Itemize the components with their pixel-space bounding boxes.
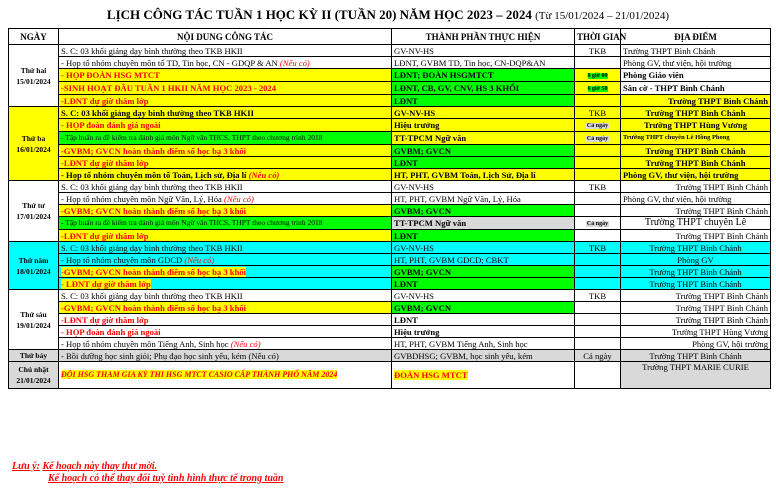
table-row	[9, 266, 771, 278]
row-note: (Nếu có)	[230, 338, 261, 349]
row-content: ĐỘI HSG THAM GIA KỲ THI HSG MTCT CASIO CẤP THÀNH PHỐ NĂM 2024	[59, 362, 392, 389]
schedule-table	[8, 28, 771, 389]
table-row	[9, 157, 771, 169]
row-content: -GVBM; GVCN hoàn thành điểm số học bạ 3 khối	[59, 266, 392, 278]
row-participants: HT, PHT, GVBM Ngữ Văn, Lý, Hóa	[392, 193, 575, 205]
row-time	[575, 266, 621, 278]
table-row	[9, 57, 771, 69]
row-place: Trường THPT Bình Chánh	[621, 95, 771, 107]
row-time	[575, 338, 621, 350]
table-row	[9, 278, 771, 290]
table-row	[9, 205, 771, 217]
row-time: Cả ngày	[575, 132, 621, 145]
table-row	[9, 145, 771, 157]
day-label: Chủ nhật 21/01/2024	[9, 362, 59, 389]
note-label: Lưu ý:	[12, 461, 40, 472]
row-participants: LĐNT	[392, 95, 575, 107]
row-time	[575, 314, 621, 326]
row-note: (Nếu có)	[184, 254, 215, 265]
row-content: S. C: 03 khối giảng dạy bình thường theo TKB HKII	[59, 242, 392, 254]
row-participants: GVBM; GVCN	[392, 266, 575, 278]
table-row	[9, 254, 771, 266]
row-time: Cả ngày	[575, 119, 621, 132]
row-content: - HỌP đoàn đánh giá ngoài	[59, 119, 392, 132]
row-participants: TT-TPCM Ngữ văn	[392, 217, 575, 230]
row-place: Trường THPT Bình Chánh	[621, 181, 771, 193]
row-content: - Họp tổ nhóm chuyên môn Ngữ Văn, Lý, Hóa (Nếu có)	[59, 193, 392, 205]
note-line-1: Kế hoạch này thay thư mời.	[42, 461, 158, 472]
table-row	[9, 69, 771, 82]
row-participants: TT-TPCM Ngữ văn	[392, 132, 575, 145]
row-place: Trường THPT Bình Chánh	[621, 242, 771, 254]
table-row	[9, 45, 771, 57]
row-participants: GVBM; GVCN	[392, 145, 575, 157]
row-content: -LĐNT dự giờ thăm lớp	[59, 230, 392, 242]
row-content: S. C: 03 khối giảng dạy bình thường theo TKB HKII	[59, 107, 392, 119]
row-time	[575, 95, 621, 107]
row-content: - HỌP ĐOÀN HSG MTCT	[59, 69, 392, 82]
table-row	[9, 107, 771, 119]
row-time	[575, 193, 621, 205]
row-content: S. C: 03 khối giảng dạy bình thường theo TKB HKII	[59, 181, 392, 193]
row-participants: Hiệu trưởng	[392, 326, 575, 338]
day-label: Thứ bảy	[9, 350, 59, 362]
row-place: Trường THPT Bình Chánh	[621, 266, 771, 278]
row-content: -GVBM; GVCN hoàn thành điểm số học bạ 3 khối	[59, 302, 392, 314]
table-row	[9, 230, 771, 242]
row-participants: GV-NV-HS	[392, 181, 575, 193]
table-row	[9, 314, 771, 326]
day-label: Thứ tư 17/01/2024	[9, 181, 59, 242]
table-row	[9, 326, 771, 338]
row-participants: GV-NV-HS	[392, 242, 575, 254]
row-place: Phòng GV	[621, 254, 771, 266]
table-row	[9, 242, 771, 254]
table-row	[9, 302, 771, 314]
table-row	[9, 119, 771, 132]
row-participants: Hiệu trưởng	[392, 119, 575, 132]
schedule-title	[0, 7, 776, 23]
row-participants: HT, PHT, GVBM Tiếng Anh, Sinh học	[392, 338, 575, 350]
table-row	[9, 193, 771, 205]
row-time	[575, 302, 621, 314]
table-row	[9, 362, 771, 389]
day-label: Thứ sáu 19/01/2024	[9, 290, 59, 350]
row-time: Cả ngày	[575, 350, 621, 362]
day-label: Thứ hai 15/01/2024	[9, 45, 59, 107]
row-participants: LĐNT, GVBM TD, Tin học, CN-DQP&AN	[392, 57, 575, 69]
row-place: Phòng GV, thư viện, hội trường	[621, 169, 771, 181]
row-content: - LĐNT dự giờ thăm lớp	[59, 278, 392, 290]
row-place: Trường THPT Bình Chánh	[621, 45, 771, 57]
table-row	[9, 290, 771, 302]
row-content: -GVBM; GVCN hoàn thành điểm số học bạ 3 khối	[59, 205, 392, 217]
row-content: - Tập huấn ra đề kiểm tra đánh giá môn Ngữ văn THCS, THPT theo chương trình 2018	[59, 132, 392, 145]
row-time: TKB	[575, 242, 621, 254]
row-content: - Họp tổ nhóm chuyên môn Tiếng Anh, Sinh học (Nếu có)	[59, 338, 392, 350]
table-row	[9, 217, 771, 230]
table-row	[9, 181, 771, 193]
row-place: Phòng GV, thư viện, hội trường	[621, 193, 771, 205]
row-note: (Nếu có)	[248, 169, 280, 180]
day-label: Thứ ba 16/01/2024	[9, 107, 59, 181]
row-place: Trường THPT Hùng Vương	[621, 119, 771, 132]
row-time	[575, 205, 621, 217]
row-content: - Họp tổ nhóm chuyên môn tổ TD, Tin học, CN - GDQP & AN (Nếu có)	[59, 57, 392, 69]
row-place: Trường THPT Hùng Vương	[621, 326, 771, 338]
table-row	[9, 169, 771, 181]
row-content: - Họp tổ nhóm chuyên môn GDCD (Nếu có)	[59, 254, 392, 266]
row-content: - Họp tổ nhóm chuyên môn tổ Toán, Lịch sử, Địa lí (Nếu có)	[59, 169, 392, 181]
row-content: - HỌP đoàn đánh giá ngoài	[59, 326, 392, 338]
note-line-2: Kế hoạch có thể thay đổi tuỳ tình hình thực tế trong tuần	[48, 473, 284, 484]
row-participants: LĐNT	[392, 157, 575, 169]
row-place: Trường THPT chuyên Lê Hồng Phong	[621, 132, 771, 145]
row-place: Trường THPT Bình Chánh	[621, 278, 771, 290]
table-row	[9, 338, 771, 350]
header-row	[9, 29, 771, 45]
row-place: Sân cờ - THPT Bình Chánh	[621, 82, 771, 95]
row-participants: GV-NV-HS	[392, 107, 575, 119]
row-place: Trường THPT Bình Chánh	[621, 145, 771, 157]
row-time	[575, 57, 621, 69]
row-content: -LĐNT dự giờ thăm lớp	[59, 314, 392, 326]
row-time: 6 giờ 50	[575, 82, 621, 95]
row-participants: GVBDHSG; GVBM, học sinh yếu, kém	[392, 350, 575, 362]
row-time: TKB	[575, 290, 621, 302]
table-row	[9, 350, 771, 362]
row-time: TKB	[575, 107, 621, 119]
table-row	[9, 132, 771, 145]
row-content: -LĐNT dự giờ thăm lớp	[59, 157, 392, 169]
row-participants: GVBM; GVCN	[392, 205, 575, 217]
row-participants: LĐNT	[392, 314, 575, 326]
row-content: - Tập huấn ra đề kiểm tra đánh giá môn Ngữ văn THCS, THPT theo chương trình 2018	[59, 217, 392, 230]
row-participants: GV-NV-HS	[392, 45, 575, 57]
header-time: THỜI GIAN	[575, 29, 621, 45]
header-content: NỘI DUNG CÔNG TÁC	[59, 29, 392, 45]
row-participants: GV-NV-HS	[392, 290, 575, 302]
row-place: Trường THPT Bình Chánh	[621, 302, 771, 314]
table-row	[9, 95, 771, 107]
row-content: -GVBM; GVCN hoàn thành điểm số học bạ 3 khối	[59, 145, 392, 157]
row-place: Trường THPT MARIE CURIE	[621, 362, 771, 389]
row-place: Trường THPT Bình Chánh	[621, 205, 771, 217]
header-participants: THÀNH PHẦN THỰC HIỆN	[392, 29, 575, 45]
row-time	[575, 362, 621, 389]
row-time	[575, 230, 621, 242]
row-content: -LĐNT dự giờ thăm lớp	[59, 95, 392, 107]
row-time: TKB	[575, 45, 621, 57]
title-date-range: (Từ 15/01/2024 – 21/01/2024)	[535, 10, 670, 22]
row-place: Trường THPT Bình Chánh	[621, 107, 771, 119]
row-time	[575, 278, 621, 290]
row-participants: GVBM; GVCN	[392, 302, 575, 314]
table-row	[9, 82, 771, 95]
day-label: Thứ năm 18/01/2024	[9, 242, 59, 290]
row-time	[575, 254, 621, 266]
row-note: (Nếu có)	[279, 57, 310, 68]
row-time	[575, 169, 621, 181]
row-time	[575, 145, 621, 157]
row-content: - Bồi dưỡng học sinh giỏi; Phụ đạo học sinh yếu, kém (Nếu có)	[59, 350, 392, 362]
row-time	[575, 157, 621, 169]
row-time: 8 giờ 00	[575, 69, 621, 82]
row-place: Trường THPT chuyên Lê	[621, 217, 771, 230]
row-content: S. C: 03 khối giảng dạy bình thường theo TKB HKII	[59, 290, 392, 302]
row-participants: HT, PHT, GVBM Toán, Lịch Sử, Địa lí	[392, 169, 575, 181]
row-place: Phòng GV, hội trường	[621, 338, 771, 350]
row-place: Trường THPT Bình Chánh	[621, 230, 771, 242]
row-participants: LĐNT, CB, GV, CNV, HS 3 KHỐI	[392, 82, 575, 95]
row-participants: ĐOÀN HSG MTCT	[392, 362, 575, 389]
row-time: Cả ngày	[575, 217, 621, 230]
row-time	[575, 326, 621, 338]
row-participants: LĐNT	[392, 278, 575, 290]
header-place: ĐỊA ĐIỂM	[621, 29, 771, 45]
row-participants: HT, PHT, GVBM GDCD; CBKT	[392, 254, 575, 266]
row-place: Trường THPT Bình Chánh	[621, 157, 771, 169]
row-place: Phòng Giáo viên	[621, 69, 771, 82]
row-content: S. C: 03 khối giảng dạy bình thường theo TKB HKII	[59, 45, 392, 57]
row-place: Trường THPT Bình Chánh	[621, 290, 771, 302]
header-day: NGÀY	[9, 29, 59, 45]
row-place: Trường THPT Bình Chánh	[621, 314, 771, 326]
footer-notes	[12, 461, 283, 485]
row-participants: LĐNT; ĐOÀN HSGMTCT	[392, 69, 575, 82]
row-place: Phòng GV, thư viện, hội trường	[621, 57, 771, 69]
title-text: LỊCH CÔNG TÁC TUẦN 1 HỌC KỲ II (TUẦN 20) NĂM HỌC 2023 – 2024	[106, 7, 532, 22]
row-participants: LĐNT	[392, 230, 575, 242]
row-content: -SINH HOẠT ĐẦU TUẦN 1 HKII NĂM HỌC 2023 - 2024	[59, 82, 392, 95]
row-place: Trường THPT Bình Chánh	[621, 350, 771, 362]
row-note: (Nếu có)	[224, 193, 254, 204]
row-time: TKB	[575, 181, 621, 193]
